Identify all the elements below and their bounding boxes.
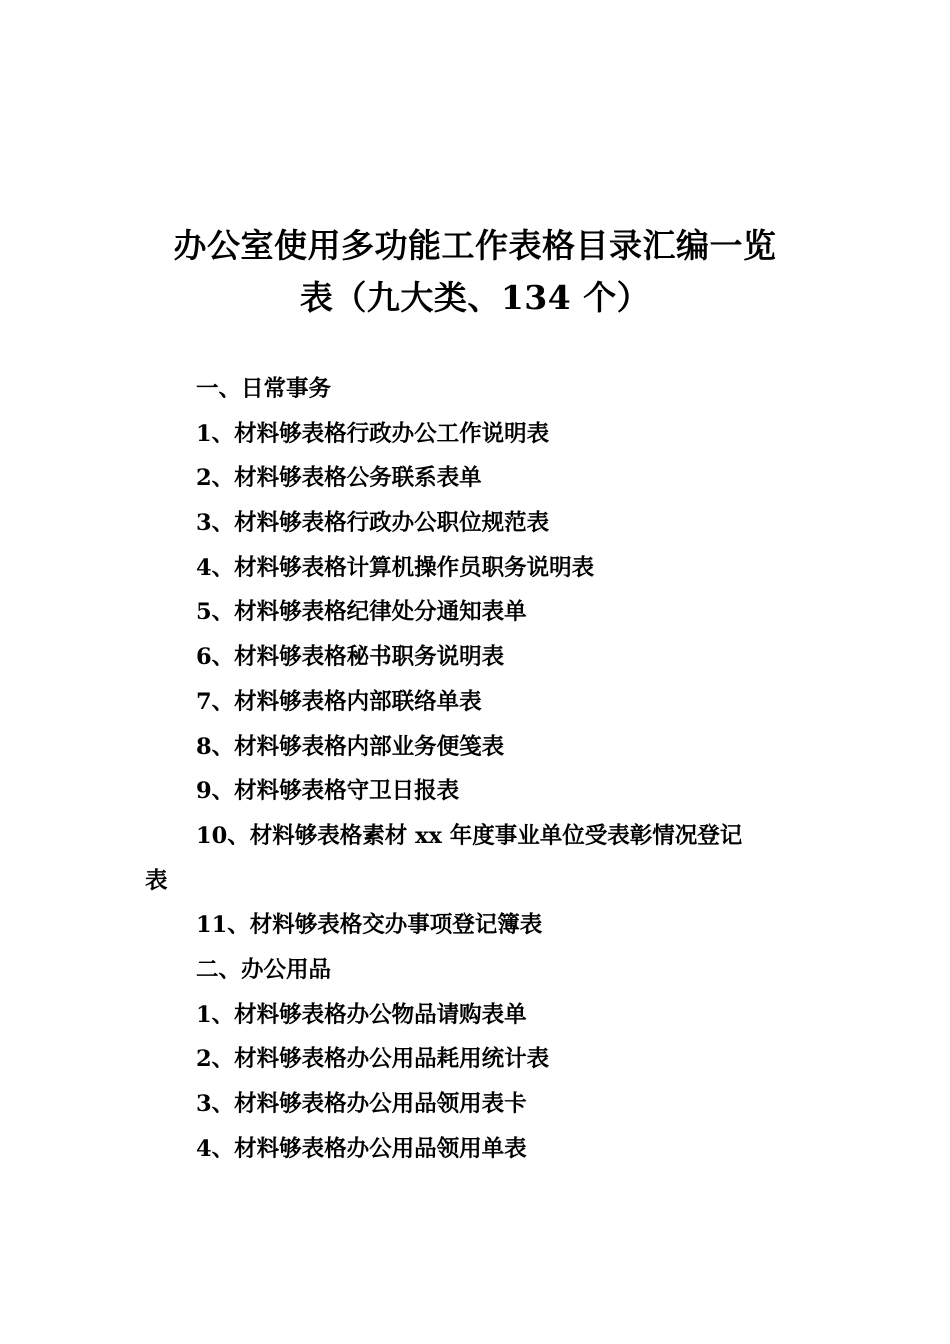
list-item: 2、材料够表格办公用品耗用统计表 — [196, 1046, 550, 1073]
list-item: 4、材料够表格计算机操作员职务说明表 — [196, 554, 595, 581]
list-item: 9、材料够表格守卫日报表 — [196, 778, 460, 805]
list-item: 8、材料够表格内部业务便笺表 — [196, 733, 505, 760]
list-item-continuation: 表 — [145, 867, 168, 894]
list-item: 2、材料够表格公务联系表单 — [196, 465, 482, 492]
list-item: 6、材料够表格秘书职务说明表 — [196, 644, 505, 671]
list-item: 3、材料够表格行政办公职位规范表 — [196, 510, 550, 537]
document-body — [145, 367, 815, 1171]
list-item: 1、材料够表格办公物品请购表单 — [196, 1001, 527, 1028]
document-title — [140, 220, 810, 324]
list-item: 5、材料够表格纪律处分通知表单 — [196, 599, 527, 626]
list-item: 10、材料够表格素材 xx 年度事业单位受表彰情况登记 — [196, 822, 743, 849]
list-item: 7、材料够表格内部联络单表 — [196, 688, 482, 715]
list-item: 11、材料够表格交办事项登记簿表 — [196, 912, 543, 939]
title-line-2: 表（九大类、134 个） — [299, 278, 651, 317]
list-item: 4、材料够表格办公用品领用单表 — [196, 1135, 527, 1162]
list-item: 3、材料够表格办公用品领用表卡 — [196, 1091, 527, 1117]
title-line-1: 办公室使用多功能工作表格目录汇编一览 — [173, 226, 777, 265]
section-heading-office-supplies: 二、办公用品 — [196, 956, 332, 983]
section-heading-daily-affairs: 一、日常事务 — [196, 376, 332, 402]
list-item: 1、材料够表格行政办公工作说明表 — [196, 420, 550, 447]
